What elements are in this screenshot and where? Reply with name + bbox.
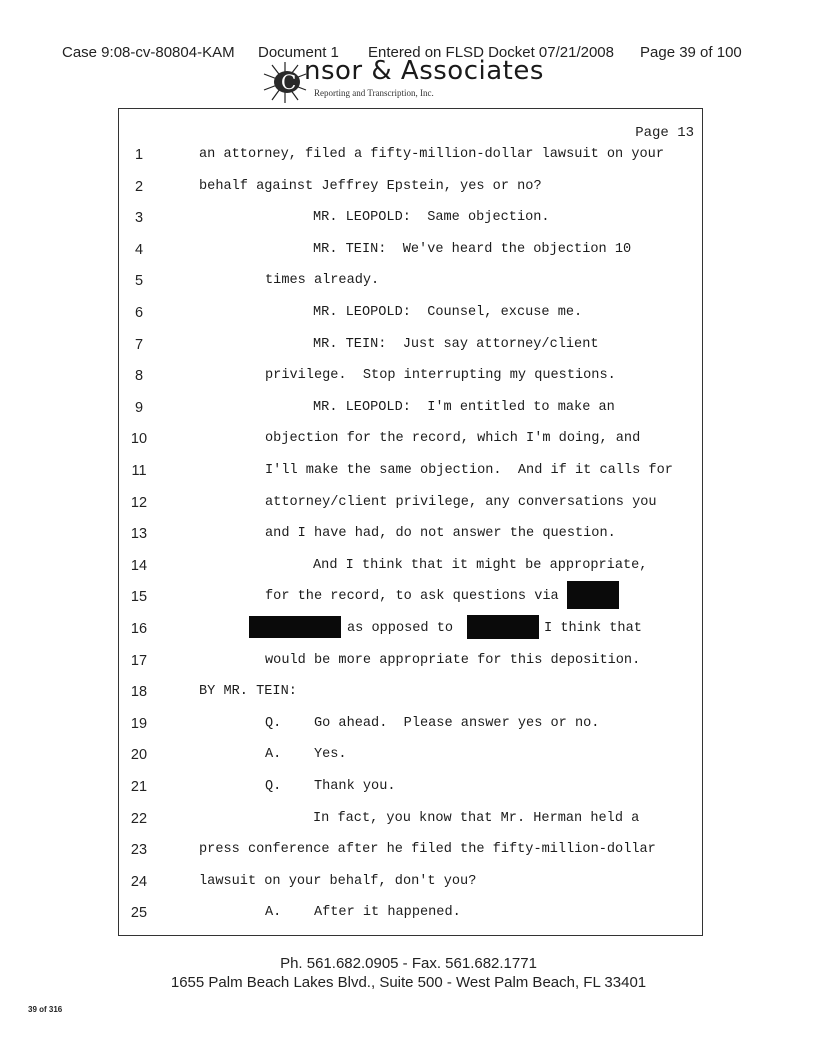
line-text: privilege. Stop interrupting my questions. bbox=[265, 368, 616, 384]
transcript-line bbox=[119, 653, 702, 677]
line-number: 15 bbox=[130, 589, 148, 606]
line-text: MR. LEOPOLD: I'm entitled to make an bbox=[313, 399, 615, 415]
line-text: MR. TEIN: We've heard the objection 10 bbox=[313, 241, 632, 257]
line-number: 23 bbox=[130, 842, 148, 859]
transcript-line bbox=[119, 368, 702, 392]
line-number: 3 bbox=[134, 210, 144, 227]
transcript-line bbox=[119, 874, 702, 898]
line-number: 1 bbox=[134, 147, 144, 163]
transcript-line bbox=[119, 558, 702, 582]
line-text: A. After it happened. bbox=[265, 905, 461, 921]
line-number: 20 bbox=[130, 747, 148, 764]
line-number: 19 bbox=[130, 715, 148, 732]
line-number: 25 bbox=[130, 905, 148, 922]
company-name: nsor & Associates bbox=[304, 56, 544, 86]
transcript-line bbox=[119, 210, 702, 234]
svg-text:C: C bbox=[281, 70, 297, 94]
transcript-line bbox=[119, 747, 702, 771]
line-number: 6 bbox=[134, 305, 144, 321]
line-text: Q. Go ahead. Please answer yes or no. bbox=[265, 715, 600, 731]
company-logo bbox=[260, 58, 560, 108]
footer-address: 1655 Palm Beach Lakes Blvd., Suite 500 - West Palm Beach, FL 33401 bbox=[170, 974, 647, 991]
line-number: 13 bbox=[130, 526, 148, 543]
transcript-line bbox=[119, 779, 702, 803]
line-number: 18 bbox=[130, 684, 148, 701]
footer-phone: Ph. 561.682.0905 - Fax. 561.682.1771 bbox=[280, 955, 537, 972]
transcript-line bbox=[119, 495, 702, 519]
line-number: 14 bbox=[130, 557, 148, 574]
line-text: And I think that it might be appropriate, bbox=[313, 557, 648, 573]
page-counter: 39 of 316 bbox=[28, 1005, 63, 1014]
line-number: 11 bbox=[131, 463, 147, 479]
line-text: I'll make the same objection. And if it calls for bbox=[265, 463, 673, 478]
line-text: MR. TEIN: Just say attorney/client bbox=[313, 336, 599, 352]
line-text: and I have had, do not answer the question. bbox=[265, 526, 616, 542]
line-number: 24 bbox=[130, 873, 148, 890]
line-text: an attorney, filed a fifty-million-dollar lawsuit on your bbox=[199, 147, 664, 162]
transcript-line bbox=[119, 716, 702, 740]
line-number: 2 bbox=[134, 178, 144, 195]
line-text: objection for the record, which I'm doing, and bbox=[265, 431, 641, 447]
transcript-line bbox=[119, 337, 702, 361]
line-number: 10 bbox=[130, 431, 148, 448]
redaction-block bbox=[567, 581, 619, 609]
line-text: A. Yes. bbox=[265, 747, 347, 763]
transcript-line bbox=[119, 242, 702, 266]
line-text: would be more appropriate for this deposition. bbox=[265, 652, 641, 668]
line-text: press conference after he filed the fifty-million-dollar bbox=[199, 842, 656, 858]
transcript-page bbox=[118, 108, 703, 936]
redaction-block bbox=[249, 616, 341, 638]
line-text: times already. bbox=[265, 273, 380, 289]
transcript-line bbox=[119, 842, 702, 866]
transcript-line bbox=[119, 431, 702, 455]
transcript-line bbox=[119, 463, 702, 487]
line-text: behalf against Jeffrey Epstein, yes or no? bbox=[199, 178, 542, 194]
line-number: 8 bbox=[134, 368, 144, 385]
line-number: 7 bbox=[134, 336, 144, 353]
line-text: MR. LEOPOLD: Same objection. bbox=[313, 210, 550, 226]
case-number: Case 9:08-cv-80804-KAM bbox=[62, 44, 235, 61]
line-number: 4 bbox=[134, 241, 144, 258]
company-tagline: Reporting and Transcription, Inc. bbox=[314, 88, 434, 98]
line-number: 5 bbox=[134, 273, 144, 290]
line-text: lawsuit on your behalf, don't you? bbox=[199, 873, 477, 889]
line-text: Q. Thank you. bbox=[265, 779, 396, 794]
redaction-block bbox=[467, 615, 539, 639]
docket-entry: Entered on FLSD Docket 07/21/2008 bbox=[368, 44, 614, 61]
transcript-line bbox=[119, 179, 702, 203]
line-text: I think that bbox=[544, 621, 642, 636]
transcript-line bbox=[119, 273, 702, 297]
transcript-line bbox=[119, 147, 702, 171]
transcript-line bbox=[119, 684, 702, 708]
transcript-line bbox=[119, 400, 702, 424]
line-number: 12 bbox=[130, 494, 148, 511]
line-text: BY MR. TEIN: bbox=[199, 684, 297, 700]
line-number: 9 bbox=[134, 399, 144, 416]
transcript-line bbox=[119, 589, 702, 613]
line-text: MR. LEOPOLD: Counsel, excuse me. bbox=[313, 305, 583, 320]
sunburst-emblem-icon bbox=[260, 60, 310, 104]
page-of: Page 39 of 100 bbox=[640, 44, 742, 61]
transcript-page-label: Page 13 bbox=[635, 125, 694, 141]
transcript-line bbox=[119, 305, 702, 329]
line-number: 21 bbox=[130, 779, 148, 795]
transcript-line bbox=[119, 811, 702, 835]
line-text: as opposed to bbox=[347, 621, 454, 636]
line-text: attorney/client privilege, any conversations you bbox=[265, 494, 657, 510]
line-number: 22 bbox=[130, 810, 148, 827]
line-number: 16 bbox=[130, 621, 148, 637]
transcript-line bbox=[119, 621, 702, 645]
line-number: 17 bbox=[130, 652, 148, 669]
document-number: Document 1 bbox=[258, 44, 339, 61]
transcript-line bbox=[119, 526, 702, 550]
line-text: In fact, you know that Mr. Herman held a bbox=[313, 810, 640, 826]
transcript-line bbox=[119, 905, 702, 929]
line-text: for the record, to ask questions via bbox=[265, 589, 559, 605]
